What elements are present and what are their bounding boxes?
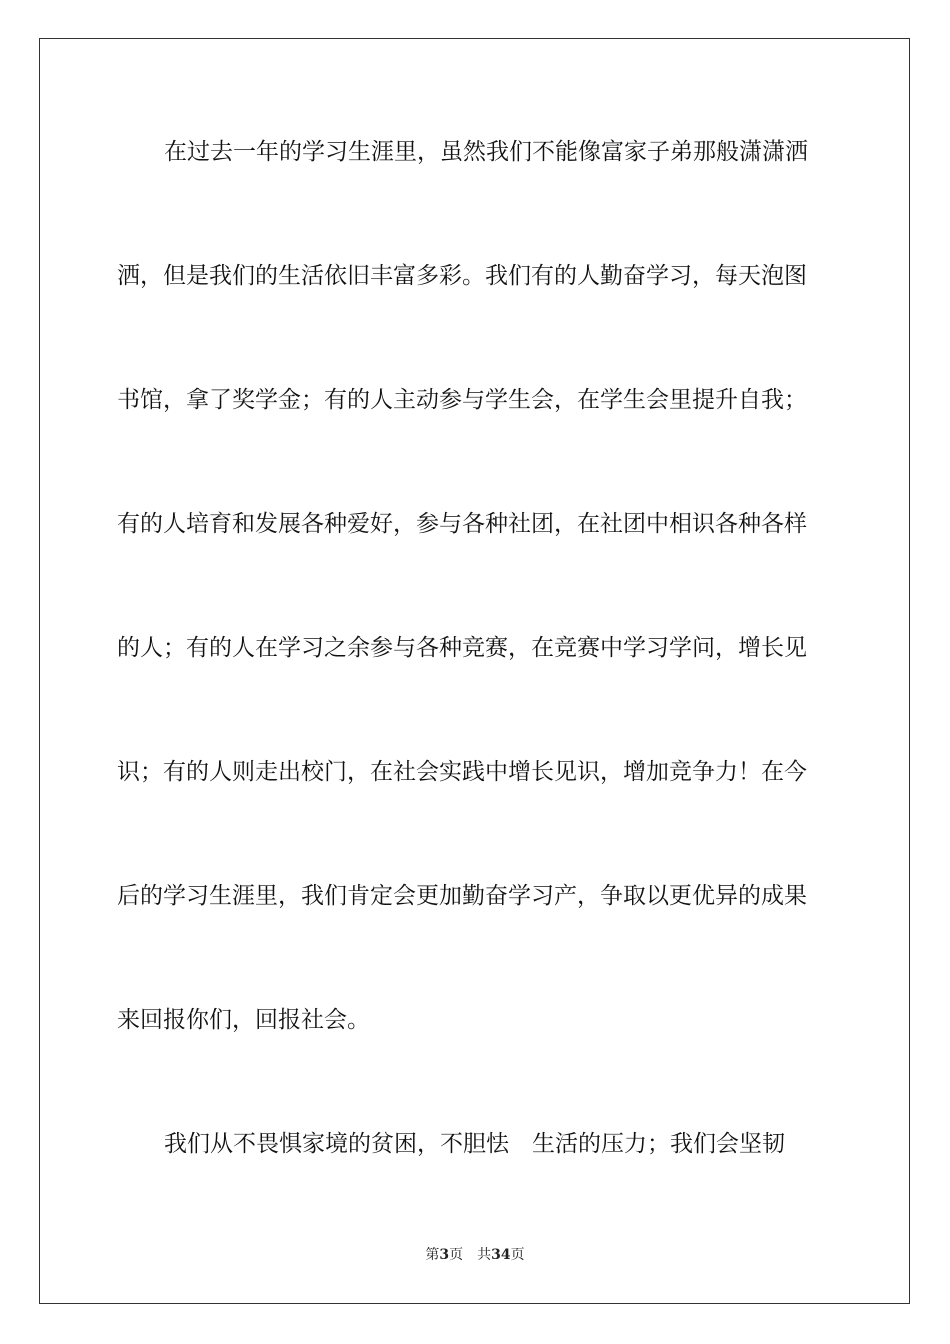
total-prefix: 共 [477, 1247, 492, 1263]
text-line: 的人；有的人在学习之余参与各种竞赛，在竞赛中学习学问，增长见 [117, 635, 807, 661]
text-line: 书馆，拿了奖学金；有的人主动参与学生会，在学生会里提升自我； [117, 387, 807, 413]
page-border [39, 38, 910, 1304]
page-number: 3 [439, 1247, 450, 1263]
text-line: 识；有的人则走出校门，在社会实践中增长见识，增加竞争力！在今 [117, 759, 807, 785]
page-prefix: 第 [425, 1247, 440, 1263]
text-line: 后的学习生涯里，我们肯定会更加勤奋学习产，争取以更优异的成果 [117, 883, 807, 909]
total-pages: 34 [491, 1247, 511, 1263]
total-suffix: 页 [510, 1247, 525, 1263]
text-line: 在过去一年的学习生涯里，虽然我们不能像富家子弟那般潇潇洒 [164, 139, 808, 165]
text-line: 洒，但是我们的生活依旧丰富多彩。我们有的人勤奋学习，每天泡图 [117, 263, 807, 289]
page-footer [0, 1246, 950, 1264]
text-line: 来回报你们，回报社会。 [117, 1007, 370, 1033]
text-line: 有的人培育和发展各种爱好，参与各种社团，在社团中相识各种各样 [117, 511, 807, 537]
page-suffix: 页 [449, 1247, 464, 1263]
text-line: 我们从不畏惧家境的贫困，不胆怯 生活的压力；我们会坚韧 [164, 1131, 785, 1157]
